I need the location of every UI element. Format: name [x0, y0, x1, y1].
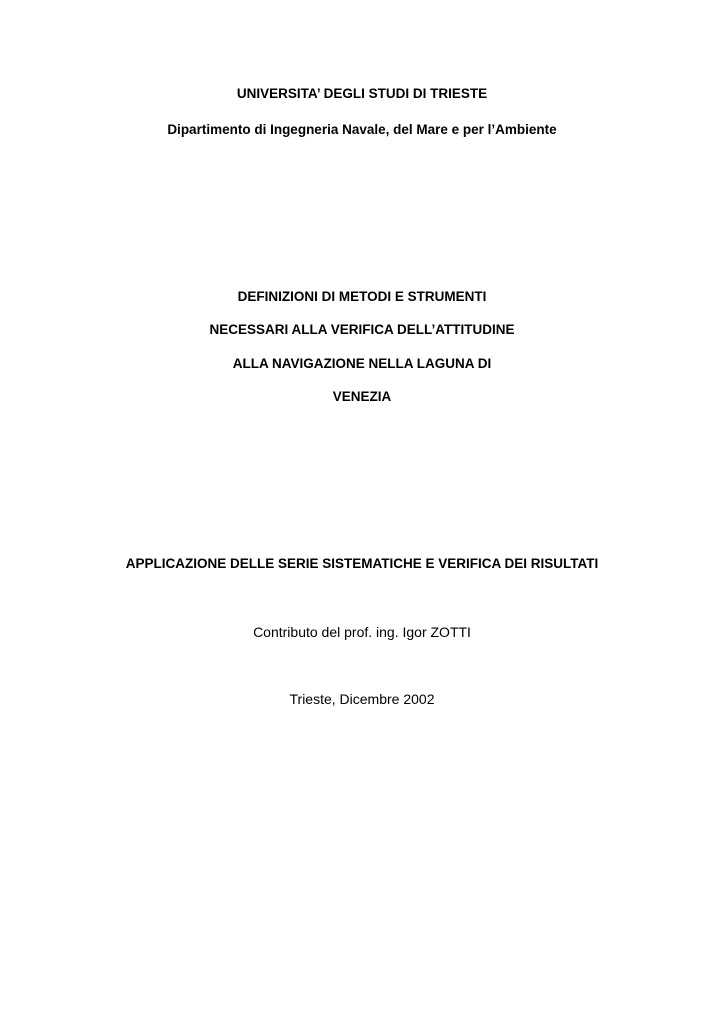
department-name: Dipartimento di Ingegneria Navale, del Mare e per l’Ambiente [167, 122, 557, 137]
university-name: UNIVERSITA’ DEGLI STUDI DI TRIESTE [236, 86, 488, 101]
title-line: DEFINIZIONI DI METODI E STRUMENTI [237, 289, 487, 304]
title-line: NECESSARI ALLA VERIFICA DELL’ATTITUDINE [209, 322, 515, 337]
title-line: VENEZIA [332, 389, 392, 404]
contribution-author: Contributo del prof. ing. Igor ZOTTI [253, 624, 471, 640]
place-and-date: Trieste, Dicembre 2002 [289, 691, 435, 707]
title-line: ALLA NAVIGAZIONE NELLA LAGUNA DI [232, 356, 492, 371]
document-subtitle: APPLICAZIONE DELLE SERIE SISTEMATICHE E VERIFICA DEI RISULTATI [125, 556, 599, 571]
